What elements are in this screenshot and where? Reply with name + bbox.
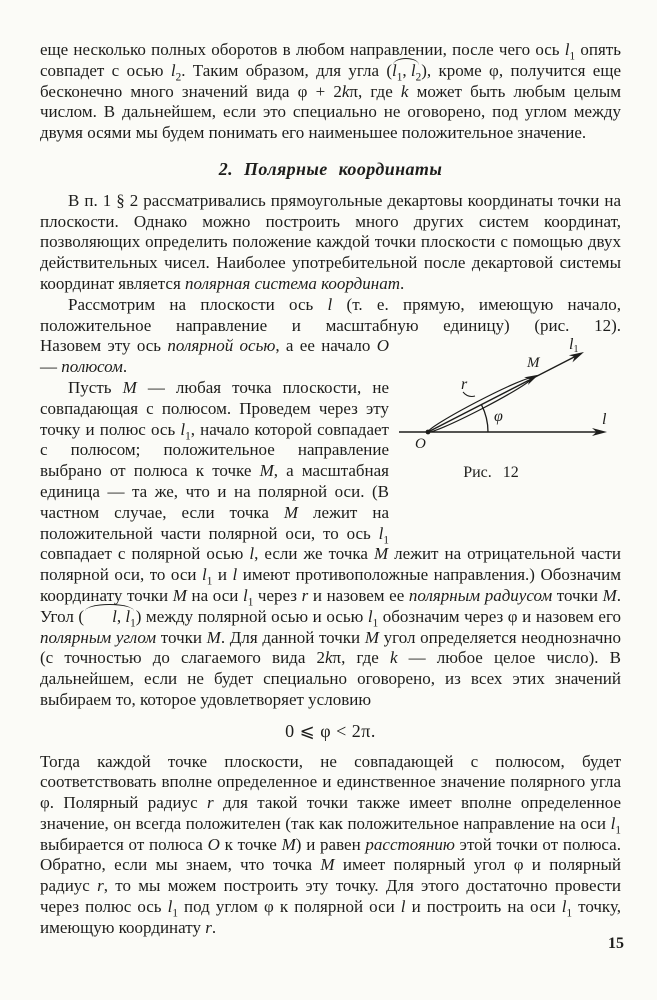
ray-label: l1 (569, 336, 579, 356)
point-m-label: M (527, 355, 540, 372)
origin-label: O (415, 436, 426, 453)
axis-label: l (602, 411, 607, 429)
text-column (40, 40, 621, 939)
ray-l1-line (428, 354, 581, 433)
paragraph-point-m: Пусть M — любая точка плоскости, не совпадающая с полюсом. Проведем через эту точку и полюс ось $l_1$, начало которой совпадает с полюсом; положительное направление выбрано от полюса к точке M, а масштабная единица — та же, что и на полярной оси. (В частном случае, если точка M лежит на положительной части полярной оси, то ось $l_1$ совпадает с полярной осью l, если же точка M лежит на отрицательной части полярной оси, то оси $l_1$ и l имеют противоположные направления.) Обозначим координату точки M на оси $l_1$ через r и назовем ее полярным радиусом точки M. Угол ( l, $l_1$) между полярной осью и осью $l_1$ обозначим через φ и назовем его полярным углом точки M. Для данной точки M угол определяется неоднозначно (с точностью до слагаемого вида 2kπ, где k — любое целое число). В дальнейшем, если не будет специально оговорено, из всех этих значений выбираем то, которое удовлетворяет условию (40, 377, 622, 709)
pole-dot (426, 430, 431, 435)
angle-label: φ (494, 408, 503, 426)
polar-axis-diagram (397, 336, 647, 458)
figure-12 (397, 336, 647, 484)
section-heading: 2. Полярные координаты (218, 158, 443, 179)
figure-caption: Рис. 12 (463, 464, 519, 482)
formula-phi-range: 0 ⩽ φ < 2π. (285, 720, 376, 741)
paragraph-continuation: еще несколько полных оборотов в любом направлении, после чего ось $l_1$ опять совпадет с осью $l_2$. Таким образом, для угла ($l_1$, $l_2$), кроме φ, получится еще бесконечно много значений вида φ + 2kπ, где k может быть любым целым числом. В дальнейшем, если это специально не оговорено, под углом между двумя осями мы будем понимать его наименьшее положительное значение. (40, 40, 622, 143)
paragraph-intro: В п. 1 § 2 рассматривались прямоугольные декартовы координаты точки на плоскости. Однако можно построить много других систем координат, позволяющих определить положение каждой точки плоскости с помощью двух действительных чисел. Наиболее употребительной после декартовой системы координат является полярная система координат. (40, 190, 621, 293)
radius-label: r (461, 376, 468, 394)
paragraph-conclusion: Тогда каждой точке плоскости, не совпадающей с полюсом, будет соответствовать вполне определенное и единственное значение полярного угла φ. Полярный радиус r для такой точки также имеет вполне определенное значение, он всегда положителен (так как положительное направление на оси $l_1$ выбирается от полюса O к точке M) и равен расстоянию этой точки от полюса. Обратно, если мы знаем, что точка M имеет полярный угол φ и полярный радиус r, то мы можем построить эту точку. Для этого достаточно провести через полюс ось $l_1$ под углом φ к полярной оси l и построить на оси $l_1$ точку, имеющую координату r. (40, 751, 622, 937)
page-number: 15 (608, 935, 624, 952)
paragraph-axis-def-end: Назовем эту ось полярной осью, а ее начало O — полюсом. (40, 336, 390, 377)
paragraph-axis-def-start: Рассмотрим на плоскости ось l (т. е. прямую, имеющую начало, положительное направление и масштабную единицу) (рис. 12). (40, 294, 621, 335)
